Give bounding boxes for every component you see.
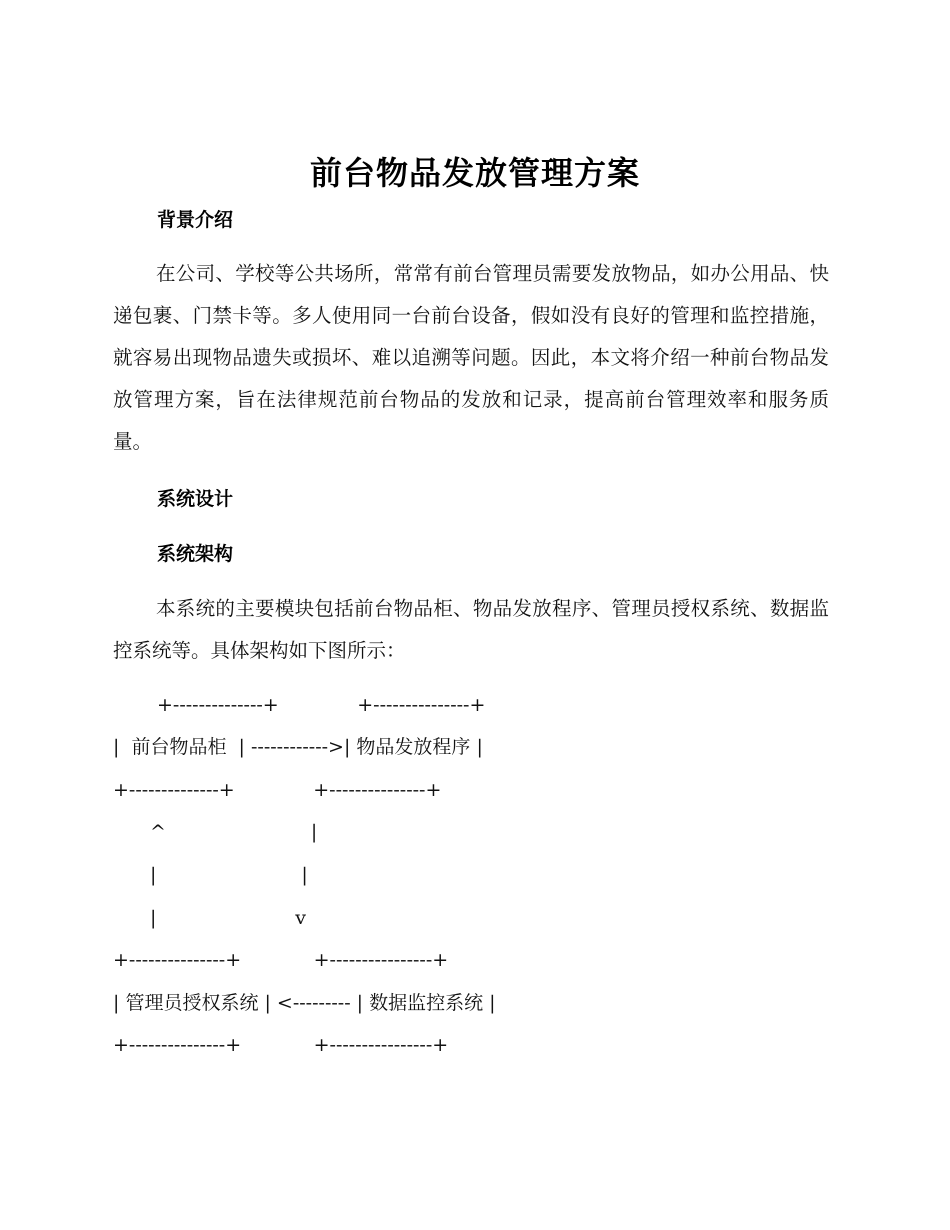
diagram-line: +---------------+ +----------------+: [113, 949, 449, 971]
section-heading-background: 背景介绍: [157, 209, 234, 231]
section-heading-system-design: 系统设计: [157, 488, 234, 510]
diagram-line: | v: [150, 907, 307, 929]
architecture-paragraph: 本系统的主要模块包括前台物品柜、物品发放程序、管理员授权系统、数据监控系统等。具体架构如下图所示：: [113, 597, 829, 662]
diagram-line: | 前台物品柜 | ------------>| 物品发放程序 |: [113, 736, 483, 758]
background-paragraph: 在公司、学校等公共场所，常常有前台管理员需要发放物品，如办公用品、快递包裹、门禁卡等。多人使用同一台前台设备，假如没有良好的管理和监控措施，就容易出现物品遗失或损坏、难以追溯等问题。因此，本文将介绍一种前台物品发放管理方案，旨在法律规范前台物品的发放和记录，提高前台管理效率和服务质量。: [113, 262, 829, 453]
diagram-line: +---------------+ +----------------+: [113, 1034, 449, 1056]
diagram-line: +--------------+ +---------------+: [113, 779, 442, 801]
diagram-line: | 管理员授权系统 | <--------- | 数据监控系统 |: [113, 992, 496, 1014]
section-heading-architecture: 系统架构: [157, 543, 234, 565]
diagram-line: ^ |: [150, 821, 318, 843]
document-title: 前台物品发放管理方案: [309, 154, 640, 192]
diagram-line: +--------------+ +---------------+: [157, 694, 486, 716]
diagram-line: | |: [150, 864, 308, 886]
